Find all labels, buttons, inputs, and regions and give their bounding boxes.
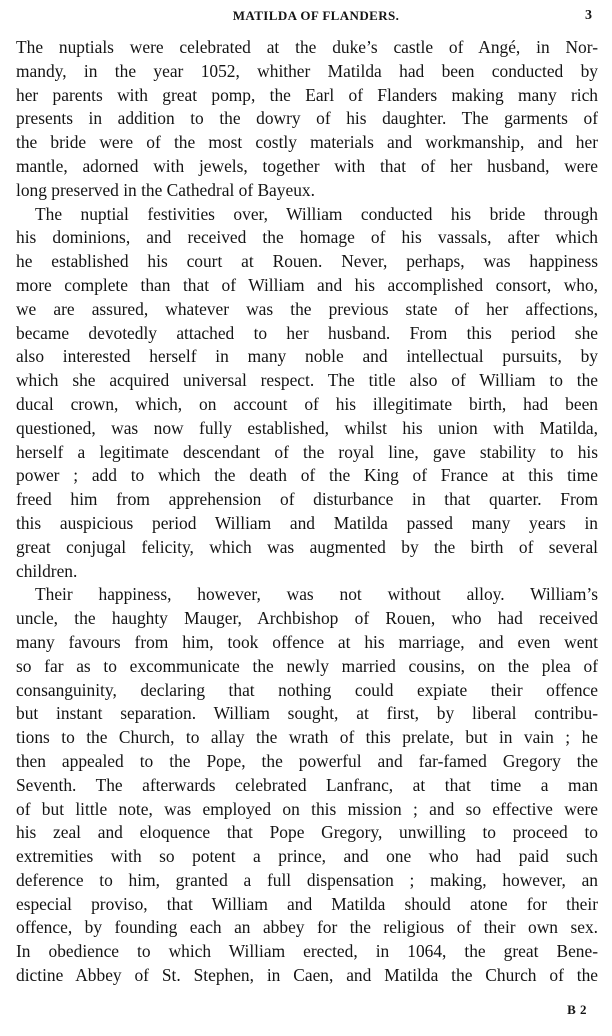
text-line: presents in addition to the dowry of his daughter. The garments of <box>16 108 598 129</box>
text-line: children. <box>16 560 78 581</box>
text-line: The nuptials were celebrated at the duke’s castle of Angé, in Nor- <box>16 37 598 57</box>
text-line: deference to him, granted a full dispensation ; making, however, an <box>16 869 598 890</box>
text-line: herself a legitimate descendant of the royal line, gave stability to his <box>16 441 598 462</box>
text-line: dictine Abbey of St. Stephen, in Caen, and Matilda the Church of the <box>16 965 598 986</box>
text-line: so far as to excommunicate the newly married cousins, on the plea of <box>16 655 598 676</box>
text-line: also interested herself in many noble and intellectual pursuits, by <box>16 346 598 367</box>
text-line: Their happiness, however, was not without alloy. William’s <box>35 584 598 605</box>
text-line: his dominions, and received the homage of his vassals, after which <box>16 227 598 248</box>
signature-mark: B 2 <box>567 1002 587 1017</box>
text-line: freed him from apprehension of disturbance in that quarter. From <box>16 489 598 510</box>
text-line: offence, by founding each an abbey for the religious of their own sex. <box>16 917 598 938</box>
text-line: this auspicious period William and Matilda passed many years in <box>16 512 598 533</box>
body-text <box>16 36 598 988</box>
page-number: 3 <box>585 8 592 23</box>
running-title: MATILDA OF FLANDERS. <box>232 8 400 23</box>
text-line: ducal crown, which, on account of his illegitimate birth, had been <box>16 393 598 414</box>
text-line: became devotedly attached to her husband. From this period she <box>16 322 598 343</box>
text-line: the bride were of the most costly materials and workmanship, and her <box>16 132 598 153</box>
text-line: especial proviso, that William and Matilda should atone for their <box>16 893 598 914</box>
text-line: tions to the Church, to allay the wrath of this prelate, but in vain ; he <box>16 727 598 748</box>
text-line: of but little note, was employed on this mission ; and so effective were <box>16 798 598 819</box>
page-header <box>40 8 592 28</box>
text-line: questioned, was now fully established, whilst his union with Matilda, <box>16 417 598 438</box>
text-line: but instant separation. William sought, at first, by liberal contribu- <box>16 703 598 724</box>
text-line: uncle, the haughty Mauger, Archbishop of Rouen, who had received <box>16 608 598 629</box>
text-line: great conjugal felicity, which was augmented by the birth of several <box>16 536 598 557</box>
text-line: The nuptial festivities over, William conducted his bride through <box>35 203 598 224</box>
text-line: Seventh. The afterwards celebrated Lanfranc, at that time a man <box>16 774 598 795</box>
text-line: consanguinity, declaring that nothing could expiate their offence <box>16 679 598 700</box>
text-line: long preserved in the Cathedral of Bayeux. <box>16 179 315 200</box>
text-line: he established his court at Rouen. Never, perhaps, was happiness <box>16 251 598 272</box>
text-line: more complete than that of William and his accomplished consort, who, <box>16 274 598 295</box>
text-line: his zeal and eloquence that Pope Gregory, unwilling to proceed to <box>16 822 598 843</box>
text-line: extremities with so potent a prince, and one who had paid such <box>16 846 598 867</box>
text-line: mantle, adorned with jewels, together with that of her husband, were <box>16 155 598 176</box>
text-line: which she acquired universal respect. The title also of William to the <box>16 370 598 391</box>
text-line: power ; add to which the death of the King of France at this time <box>16 465 598 486</box>
text-line: her parents with great pomp, the Earl of Flanders making many rich <box>16 84 598 105</box>
text-line: then appealed to the Pope, the powerful and far-famed Gregory the <box>16 750 598 771</box>
text-line: we are assured, whatever was the previous state of her affections, <box>16 298 598 319</box>
text-line: many favours from him, took offence at his marriage, and even went <box>16 631 598 652</box>
text-line: mandy, in the year 1052, whither Matilda had been conducted by <box>16 60 598 81</box>
text-line: In obedience to which William erected, in 1064, the great Bene- <box>16 941 598 962</box>
